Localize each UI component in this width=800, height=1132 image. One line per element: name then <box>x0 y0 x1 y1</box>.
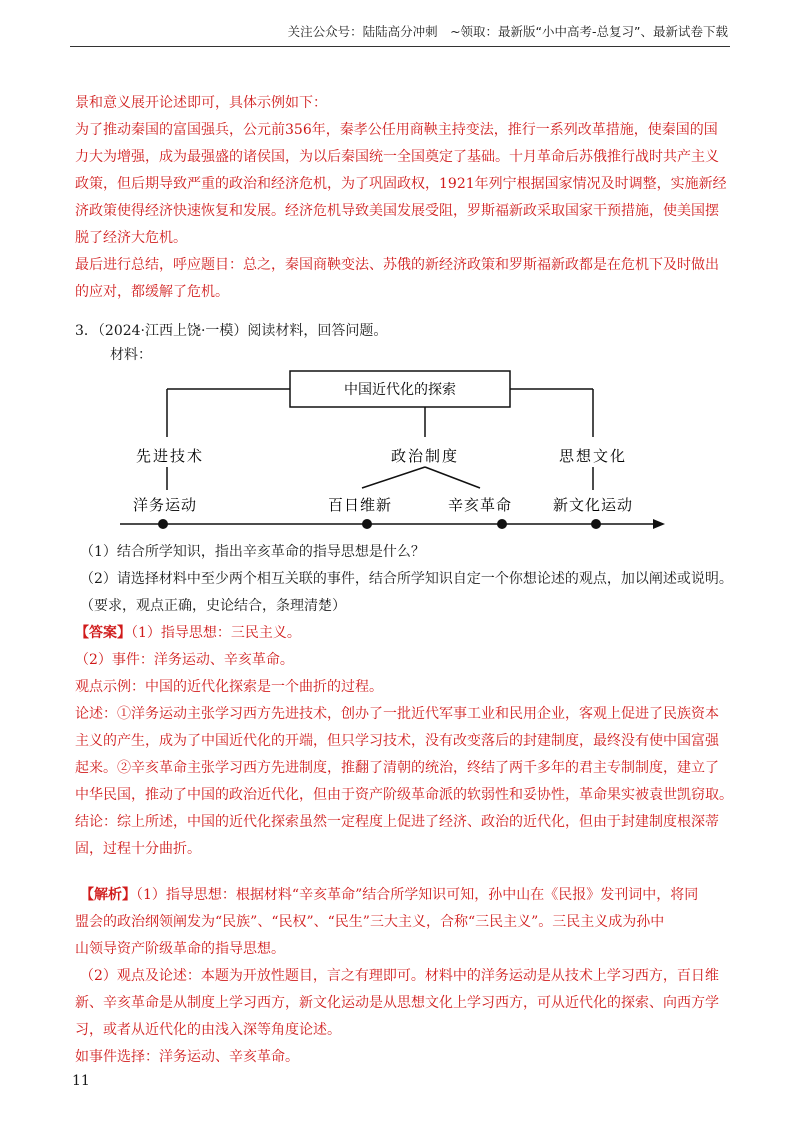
analysis-line: 盟会的政治纲领阐发为“民族”、“民权”、“民生”三大主义，合称“三民主义”。三民主义成为孙中 <box>75 914 665 930</box>
answer-line: （2）事件：洋务运动、辛亥革命。 <box>75 652 294 668</box>
material-label: 材料： <box>110 347 152 363</box>
prev-answer-line: 脱了经济大危机。 <box>75 230 187 246</box>
event-label: 洋务运动 <box>132 496 198 514</box>
page-number: 11 <box>72 1073 90 1089</box>
analysis-line-1 <box>80 882 735 909</box>
event-label: 新文化运动 <box>552 496 634 514</box>
category-label: 思想文化 <box>558 447 628 465</box>
diagram-title: 中国近代化的探索 <box>344 382 456 398</box>
prev-answer-line: 济政策使得经济快速恢复和发展。经济危机导致美国发展受阻，罗斯福新政采取国家干预措施，使美国摆 <box>75 203 719 219</box>
timeline-dot <box>362 519 372 529</box>
answer-line: 中华民国，推动了中国的政治近代化，但由于资产阶级革命派的软弱性和妥协性，革命果实被袁世凯窃取。 <box>75 787 733 803</box>
analysis-text: （1）指导思想：根据材料“辛亥革命”结合所学知识可知，孙中山在《民报》发刊词中，将同 <box>136 887 699 903</box>
answer-line: 论述：①洋务运动主张学习西方先进技术，创办了一批近代军事工业和民用企业，客观上促进了民族资本 <box>75 706 719 722</box>
timeline-dot <box>497 519 507 529</box>
answer-text: （1）指导思想：三民主义。 <box>131 625 301 641</box>
analysis-line: （2）观点及论述：本题为开放性题目，言之有理即可。材料中的洋务运动是从技术上学习西方，百日维 <box>80 968 719 984</box>
timeline-arrow <box>653 519 665 529</box>
answer-line: 主义的产生，成为了中国近代化的开端，但只学习技术，没有改变落后的封建制度，最终没有使中国富强 <box>75 733 719 749</box>
category-label: 先进技术 <box>135 447 205 465</box>
prev-answer-line: 最后进行总结，呼应题目：总之，秦国商鞅变法、苏俄的新经济政策和罗斯福新政都是在危机下及时做出 <box>75 257 719 273</box>
answer-tag: 【答案】 <box>75 625 131 641</box>
analysis-line: 习，或者从近代化的由浅入深等角度论述。 <box>75 1022 341 1038</box>
analysis-line: 如事件选择：洋务运动、辛亥革命。 <box>75 1049 299 1065</box>
answer-line: 固，过程十分曲折。 <box>75 841 201 857</box>
requirement-text: （要求，观点正确，史论结合，条理清楚） <box>80 598 346 614</box>
analysis-line: 新、辛亥革命是从制度上学习西方，新文化运动是从思想文化上学习西方，可从近代化的探索、向西方学 <box>75 995 719 1011</box>
sub-question-1: （1）结合所学知识，指出辛亥革命的指导思想是什么？ <box>80 544 425 560</box>
analysis-tag: 【解析】 <box>80 887 136 903</box>
analysis-line: 山领导资产阶级革命的指导思想。 <box>75 941 285 957</box>
category-label: 政治制度 <box>390 447 460 465</box>
connector <box>362 467 425 488</box>
timeline-dot <box>591 519 601 529</box>
modernization-diagram <box>0 0 800 560</box>
page-header: 关注公众号：陆陆高分冲刺 ~领取：最新版“小中高考-总复习”、最新试卷下载 <box>287 24 728 39</box>
answer-line: 观点示例：中国的近代化探索是一个曲折的过程。 <box>75 679 383 695</box>
answer-line: 起来。②辛亥革命主张学习西方先进制度，推翻了清朝的统治，终结了两千多年的君主专制制度，建立了 <box>75 760 719 776</box>
answer-line-1 <box>75 620 730 647</box>
sub-question-2: （2）请选择材料中至少两个相互关联的事件，结合所学知识自定一个你想论述的观点，加以阐述或说明。 <box>80 571 733 587</box>
event-label: 辛亥革命 <box>447 496 513 514</box>
prev-answer-line: 力大为增强，成为最强盛的诸侯国，为以后秦国统一全国奠定了基础。十月革命后苏俄推行战时共产主义 <box>75 149 719 165</box>
answer-line: 结论：综上所述，中国的近代化探索虽然一定程度上促进了经济、政治的近代化，但由于封建制度根深蒂 <box>75 814 719 830</box>
prev-answer-line: 景和意义展开论述即可，具体示例如下： <box>75 95 327 111</box>
event-label: 百日维新 <box>327 496 393 514</box>
prev-answer-line: 政策，但后期导致严重的政治和经济危机，为了巩固政权，1921年列宁根据国家情况及时调整，实施新经 <box>75 176 727 192</box>
prev-answer-line: 的应对，都缓解了危机。 <box>75 284 229 300</box>
prev-answer-line: 为了推动秦国的富国强兵，公元前356年，秦孝公任用商鞅主持变法，推行一系列改革措施，使秦国的国 <box>75 122 718 138</box>
question-stem: 3．（2024·江西上饶·一模）阅读材料，回答问题。 <box>75 323 388 339</box>
timeline-dot <box>158 519 168 529</box>
connector <box>425 467 480 488</box>
